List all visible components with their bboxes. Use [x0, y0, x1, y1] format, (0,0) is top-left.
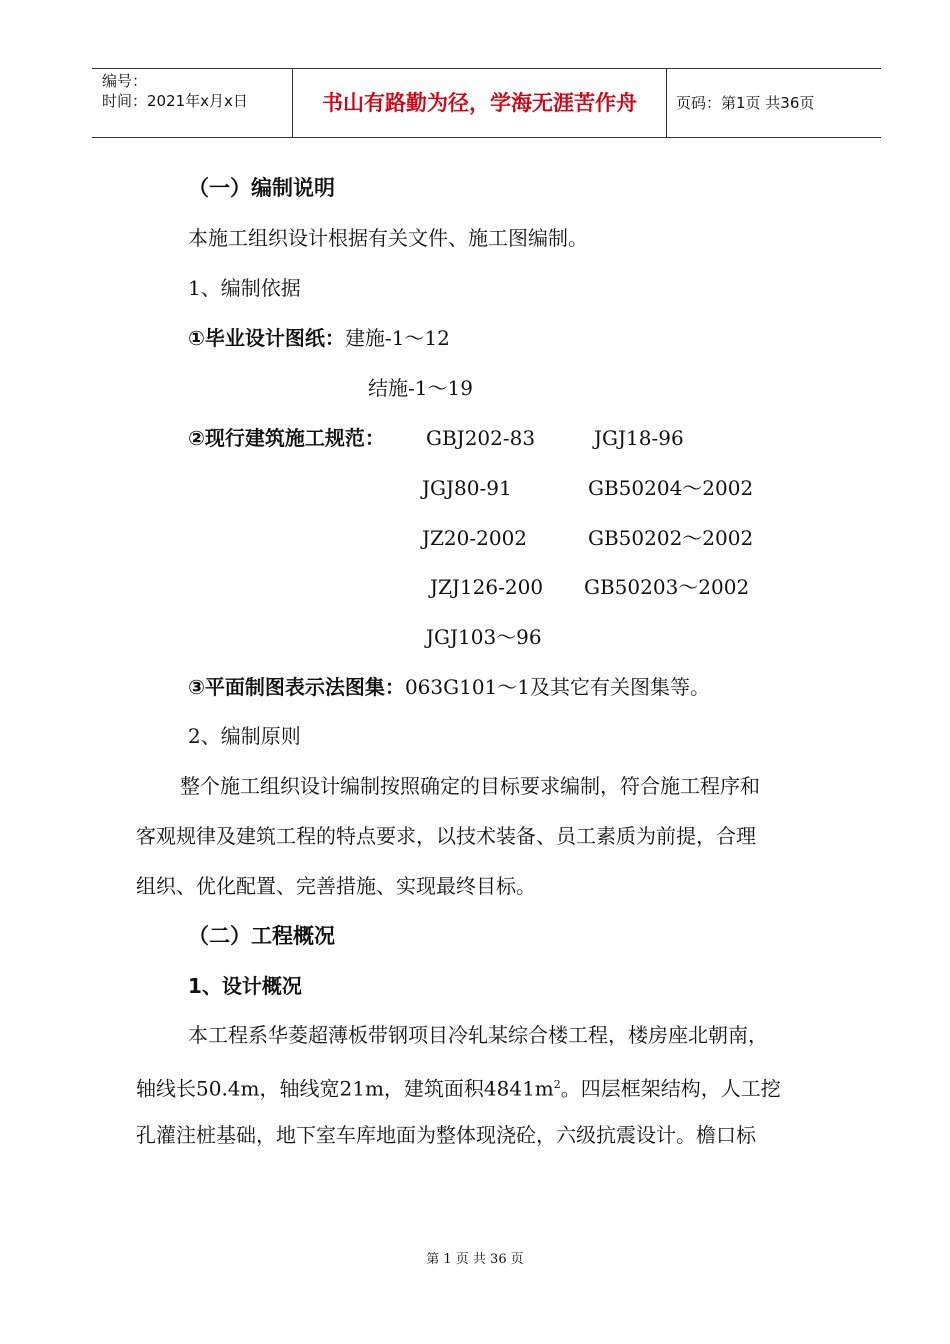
section1-title: （一）编制说明 [188, 176, 335, 200]
item1-label: ①毕业设计图纸： [188, 326, 345, 350]
basis-item-1 [188, 324, 450, 352]
item3-label: ③平面制图表示法图集： [188, 675, 405, 699]
overview-line [136, 1071, 781, 1103]
design-overview-title: 1、设计概况 [188, 974, 302, 998]
norm-code: GB50203～2002 [584, 575, 750, 599]
norm-code: JZ20-2002 [422, 526, 528, 550]
page-footer: 第 1 页 共 36 页 [426, 1252, 524, 1267]
superscript: 2 [553, 1078, 561, 1091]
norm-code: JZJ126-200 [430, 575, 544, 599]
norm-code: GBJ202-83 [426, 426, 536, 450]
principle-line: 客观规律及建筑工程的特点要求，以技术装备、员工素质为前提，合理 [136, 824, 756, 848]
item2-label: ②现行建筑施工规范： [188, 426, 385, 450]
header-divider-right [666, 69, 667, 137]
norm-code: GB50202～2002 [588, 526, 754, 550]
principle-line: 组织、优化配置、完善措施、实现最终目标。 [136, 874, 536, 898]
norm-code: GB50204～2002 [588, 476, 754, 500]
number-label: 编号： [102, 72, 148, 90]
item3-value: 063G101～1及其它有关图集等。 [404, 675, 710, 699]
norm-code: JGJ18-96 [594, 426, 684, 450]
overview-text: 轴线长50.4m，轴线宽21m，建筑面积4841m [136, 1076, 554, 1101]
basis-item-2 [188, 424, 385, 452]
principle-line: 整个施工组织设计编制按照确定的目标要求编制，符合施工程序和 [180, 774, 760, 798]
principle-title: 2、编制原则 [188, 724, 301, 748]
overview-line: 孔灌注桩基础，地下室车库地面为整体现浇砼，六级抗震设计。檐口标 [136, 1123, 756, 1147]
item1-value2: 结施-1～19 [368, 376, 473, 400]
section2-title: （二）工程概况 [188, 924, 335, 948]
time-label: 时间：2021年x月x日 [102, 92, 248, 110]
overview-text: 。四层框架结构，人工挖 [560, 1076, 781, 1101]
page-header [92, 68, 881, 138]
overview-line: 本工程系华菱超薄板带钢项目冷轧某综合楼工程，楼房座北朝南， [188, 1023, 768, 1047]
intro-paragraph: 本施工组织设计根据有关文件、施工图编制。 [188, 226, 588, 250]
header-motto: 书山有路勤为径，学海无涯苦作舟 [322, 91, 637, 115]
norm-code: JGJ103～96 [426, 625, 542, 649]
basis-title: 1、编制依据 [188, 276, 301, 300]
header-meta [102, 71, 248, 111]
basis-item-3 [188, 673, 710, 701]
header-page-code: 页码：第1页 共36页 [676, 94, 815, 112]
item1-value1: 建施-1～12 [344, 326, 450, 350]
norm-code: JGJ80-91 [422, 476, 512, 500]
